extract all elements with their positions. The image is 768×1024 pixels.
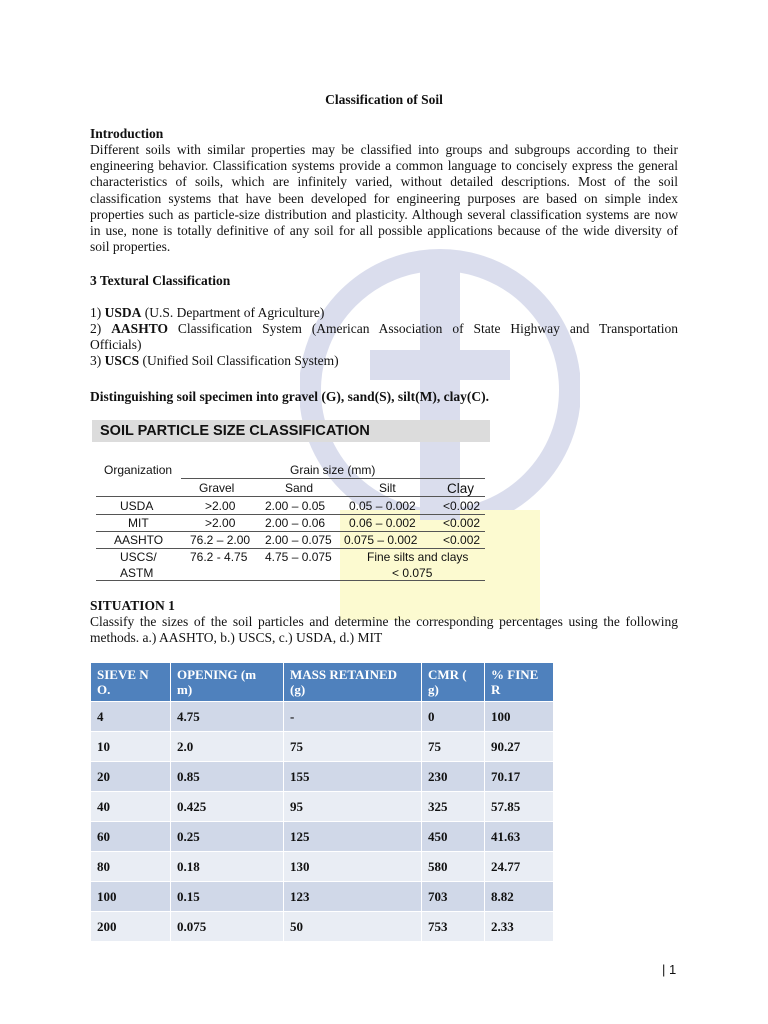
header-rule: [96, 496, 485, 497]
intro-line: engineering behavior. Classification systems provide a common language to concisely express the general: [90, 158, 678, 174]
intro-line: classification systems that have been developed for engineering purposes are based on simple index: [90, 190, 678, 206]
intro-line: Different soils with similar properties may be classified into groups and subgroups according to their: [90, 142, 678, 157]
table-bottom-rule: [96, 580, 485, 581]
row-rule: [96, 514, 485, 515]
col-sand: Sand: [285, 481, 314, 495]
row-aashto-gravel: 76.2 – 2.00: [190, 533, 251, 547]
textural-item-aashto: 2) AASHTO Classification System (American Association of State Highway and Transportation: [90, 321, 679, 336]
textural-item-usda: 1) USDA (U.S. Department of Agriculture): [90, 305, 325, 320]
table-row: 20 0.85 155 230 70.17: [91, 762, 554, 792]
row-uscs-fines-2: < 0.075: [392, 566, 433, 580]
intro-paragraph: [90, 142, 678, 255]
row-usda-gravel: >2.00: [205, 499, 236, 513]
row-aashto-org: AASHTO: [114, 533, 164, 547]
distinguishing-text: Distinguishing soil specimen into gravel (G), sand(S), silt(M), clay(C).: [90, 389, 490, 404]
table-row: 100 0.15 123 703 8.82: [91, 882, 554, 912]
row-uscs-fines: Fine silts and clays: [367, 550, 469, 564]
row-uscs-sand: 4.75 – 0.075: [265, 550, 332, 564]
situation-heading: SITUATION 1: [90, 598, 175, 613]
textural-heading: 3 Textural Classification: [90, 273, 231, 288]
intro-line: soil properties.: [90, 239, 171, 255]
row-uscs-org: USCS/: [120, 550, 157, 564]
row-usda-org: USDA: [120, 499, 154, 513]
row-uscs-gravel: 76.2 - 4.75: [190, 550, 248, 564]
row-mit-org: MIT: [128, 516, 149, 530]
row-mit-silt: 0.06 – 0.002: [349, 516, 416, 530]
row-mit-gravel: >2.00: [205, 516, 236, 530]
textural-item-uscs: 3) USCS (Unified Soil Classification System): [90, 353, 339, 368]
row-aashto-clay: <0.002: [443, 533, 481, 547]
page-number: | 1: [662, 962, 677, 977]
sieve-analysis-table: [90, 662, 554, 942]
table-row: 60 0.25 125 450 41.63: [91, 822, 554, 852]
intro-line: characteristics of soils, which are infinitely varied, without detailed descriptions. Most of the soil: [90, 174, 678, 190]
row-uscs-org-2: ASTM: [120, 566, 154, 580]
intro-heading: Introduction: [90, 126, 164, 141]
table-row: 4 4.75 - 0 100: [91, 702, 554, 732]
header-percent-finer: % FINE R: [485, 663, 554, 702]
table-row: 40 0.425 95 325 57.85: [91, 792, 554, 822]
col-clay: Clay: [447, 481, 475, 496]
row-usda-clay: <0.002: [443, 499, 481, 513]
row-aashto-silt: 0.075 – 0.002: [344, 533, 418, 547]
col-gravel: Gravel: [199, 481, 235, 495]
row-rule: [96, 548, 485, 549]
row-aashto-sand: 2.00 – 0.075: [265, 533, 332, 547]
document-title: Classification of Soil: [325, 92, 443, 107]
header-cmr: CMR ( g): [422, 663, 485, 702]
header-sieve-no: SIEVE N O.: [91, 663, 171, 702]
intro-line: properties such as particle-size distribution and plasticity. Although several classification systems are now: [90, 206, 678, 222]
table-row: 80 0.18 130 580 24.77: [91, 852, 554, 882]
sieve-table-header: [91, 663, 554, 702]
situation-line: Classify the sizes of the soil particles and determine the corresponding percentages using the following: [90, 614, 678, 629]
grain-size-header: Grain size (mm): [290, 463, 376, 477]
header-mass-retained: MASS RETAINED (g): [284, 663, 422, 702]
grain-header-rule: [181, 478, 485, 479]
textural-item-aashto-cont: Officials): [90, 337, 142, 352]
row-mit-clay: <0.002: [443, 516, 481, 530]
row-usda-silt: 0.05 – 0.002: [349, 499, 416, 513]
row-usda-sand: 2.00 – 0.05: [265, 499, 326, 513]
col-silt: Silt: [379, 481, 396, 495]
intro-line: in use, none is totally definitive of any soil for all possible applications because of the wide diversity of: [90, 223, 678, 239]
header-opening: OPENING (m m): [171, 663, 284, 702]
table-row: 200 0.075 50 753 2.33: [91, 912, 554, 942]
org-header: Organization: [104, 463, 173, 477]
situation-line: methods. a.) AASHTO, b.) USCS, c.) USDA, d.) MIT: [90, 630, 383, 645]
table-row: 10 2.0 75 75 90.27: [91, 732, 554, 762]
row-rule: [96, 531, 485, 532]
particle-table-title: SOIL PARTICLE SIZE CLASSIFICATION: [92, 420, 490, 442]
row-mit-sand: 2.00 – 0.06: [265, 516, 326, 530]
